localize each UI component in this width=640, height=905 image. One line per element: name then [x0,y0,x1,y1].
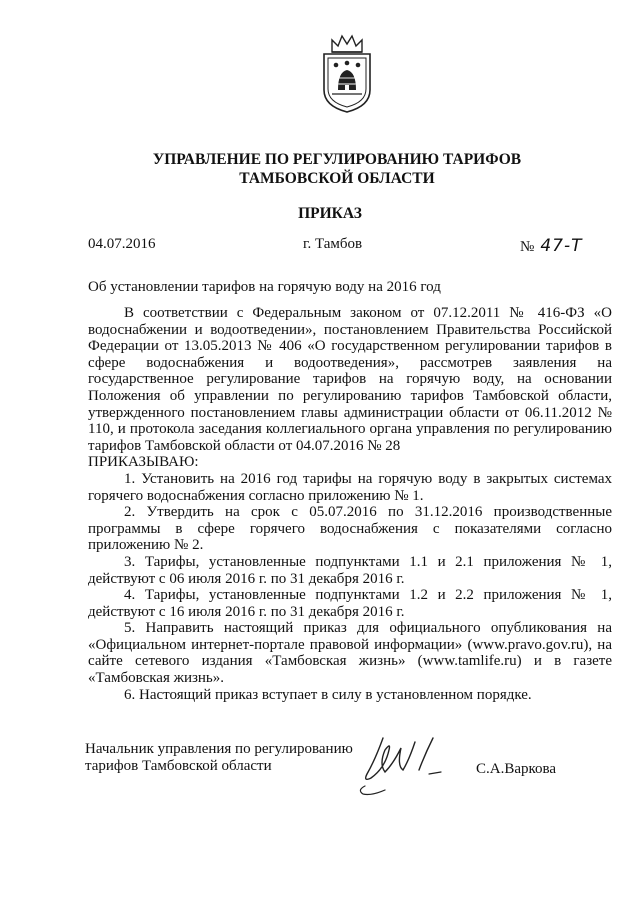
document-date: 04.07.2016 [88,236,156,252]
coat-of-arms-icon [318,32,376,114]
signatory-title [85,741,353,775]
order-item: 3. Тарифы, установленные подпунктами 1.1 и 2.1 приложения № 1, действуют с 06 июля 2016 г. по 31 декабря 2016 г. [88,553,612,587]
order-word: ПРИКАЗЫВАЮ: [88,454,199,471]
handwritten-number: 47-Т [540,236,583,256]
order-item: 4. Тарифы, установленные подпунктами 1.2 и 2.2 приложения № 1, действуют с 16 июля 2016 г. по 31 декабря 2016 г. [88,587,612,620]
signatory-title-line-1: Начальник управления по регулированию [85,741,353,757]
handwritten-signature-icon [345,730,465,800]
document-body [88,305,612,703]
org-line-2: ТАМБОВСКОЙ ОБЛАСТИ [239,170,435,187]
signatory-title-line-2: тарифов Тамбовской области [85,758,272,774]
order-item: 1. Установить на 2016 год тарифы на горячую воду в закрытых системах горячего водоснабжения согласно приложению № 1. [88,470,612,504]
preamble-paragraph: В соответствии с Федеральным законом от 07.12.2011 № 416-ФЗ «О водоснабжении и водоотведении», постановлением Правительства Российской Федерации от 13.05.2013 № 406 «О государственном регулировании тарифов в сфере водоснабжения и водоотведения», рассмотрев заявления на государственное регулирование тарифов на горячую воду, на основании Положения об управлении по регулированию тарифов Тамбовской области, утвержденного постановлением главы администрации области от 06.11.2012 № 110, и протокола заседания коллегиального органа управления по регулированию тарифов Тамбовской области от 04.07.2016 № 28 [88,305,612,454]
org-line-1: УПРАВЛЕНИЕ ПО РЕГУЛИРОВАНИЮ ТАРИФОВ [152,151,522,168]
signer-name: С.А.Варкова [476,761,557,777]
document-type: ПРИКАЗ [298,205,362,222]
document-number [520,236,582,256]
order-item: 5. Направить настоящий приказ для официального опубликования на «Официальном интернет-портале правовой информации» (www.pravo.gov.ru), на сайте сетевого издания «Тамбовская жизнь» (www.tamlife.ru) и в газете «Тамбовская жизнь». [88,620,612,687]
document-city: г. Тамбов [303,236,363,252]
order-item: 6. Настоящий приказ вступает в силу в установленном порядке. [124,686,532,703]
order-item: 2. Утвердить на срок с 05.07.2016 по 31.12.2016 производственные программы в сфере горячего водоснабжения с показателями согласно приложению № 2. [88,504,612,554]
number-sign: № [520,239,535,255]
document-subject: Об установлении тарифов на горячую воду на 2016 год [88,279,441,295]
organization-name [0,150,640,188]
